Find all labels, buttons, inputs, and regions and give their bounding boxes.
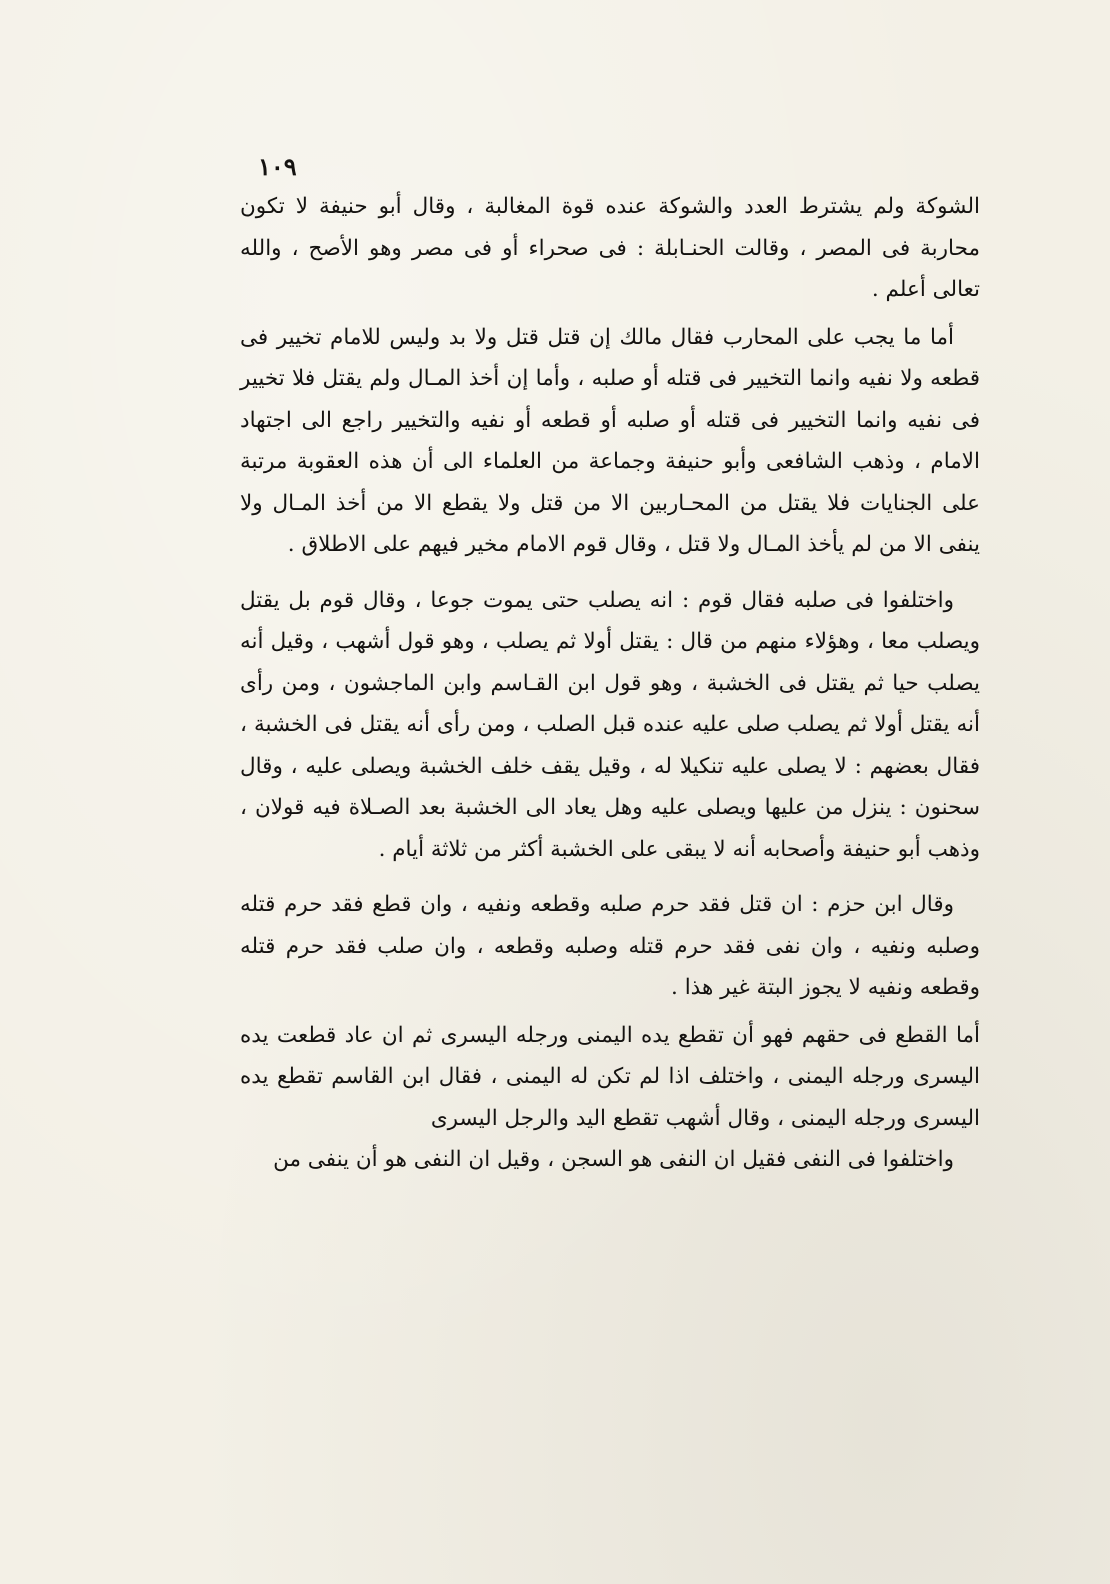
page-number: ١٠٩ — [258, 152, 297, 181]
paragraph-1: الشوكة ولم يشترط العدد والشوكة عنده قوة المغالبة ، وقال أبو حنيفة لا تكون محاربة فى المصر ، وقالت الحنـابلة : فى صحراء أو فى مصر وهو الأصح ، والله تعالى أعلم . — [240, 194, 980, 302]
body-text — [240, 186, 980, 1181]
paragraph-5: أما القطع فى حقهم فهو أن تقطع يده اليمنى ورجله اليسرى ثم ان عاد قطعت يده اليسرى ورجله اليمنى ، واختلف اذا لم تكن له اليمنى ، فقال ابن القاسم تقطع يده اليسرى ورجله اليمنى ، وقال أشهب تقطع اليد والرجل اليسرى — [240, 1022, 980, 1131]
paragraph-3: واختلفوا فى صلبه فقال قوم : انه يصلب حتى يموت جوعا ، وقال قوم بل يقتل ويصلب معا ، وهؤلاء منهم من قال : يقتل أولا ثم يصلب ، وهو قول أشهب ، وقيل أنه يصلب حيا ثم يقتل فى الخشبة ، وهو قول ابن القـاسم وابن الماجشون ، ومن رأى أنه يقتل أولا ثم يصلب صلى عليه عنده قبل الصلب ، ومن رأى أنه يقتل فى الخشبة ، فقال بعضهم : لا يصلى عليه تنكيلا له ، وقيل يقف خلف الخشبة ويصلى عليه ، وقال سحنون : ينزل من عليها ويصلى عليه وهل يعاد الى الخشبة بعد الصـلاة فيه قولان ، وذهب أبو حنيفة وأصحابه أنه لا يبقى على الخشبة أكثر من ثلاثة أيام . — [240, 587, 980, 862]
paragraph-4: وقال ابن حزم : ان قتل فقد حرم صلبه وقطعه ونفيه ، وان قطع فقد حرم قتله وصلبه ونفيه ، وان نفى فقد حرم قتله وصلبه وقطعه ، وان صلب فقد حرم قتله وقطعه ونفيه لا يجوز البتة غير هذا . — [240, 892, 980, 1000]
paragraph-2: أما ما يجب على المحارب فقال مالك إن قتل قتل ولا بد وليس للامام تخيير فى قطعه ولا نفيه وانما التخيير فى قتله أو صلبه ، وأما إن أخذ المـال ولم يقتل فلا تخيير فى نفيه وانما التخيير فى قتله أو صلبه أو قطعه أو نفيه والتخيير راجع الى اجتهاد الامام ، وذهب الشافعى وأبو حنيفة وجماعة من العلماء الى أن هذه العقوبة مرتبة على الجنايات فلا يقتل من المحـاربين الا من قتل ولا يقطع الا من أخذ المـال ولا ينفى الا من لم يأخذ المـال ولا قتل ، وقال قوم الامام مخير فيهم على الاطلاق . — [240, 324, 980, 557]
paragraph-6: واختلفوا فى النفى فقيل ان النفى هو السجن ، وقيل ان النفى هو أن ينفى من — [273, 1147, 954, 1172]
